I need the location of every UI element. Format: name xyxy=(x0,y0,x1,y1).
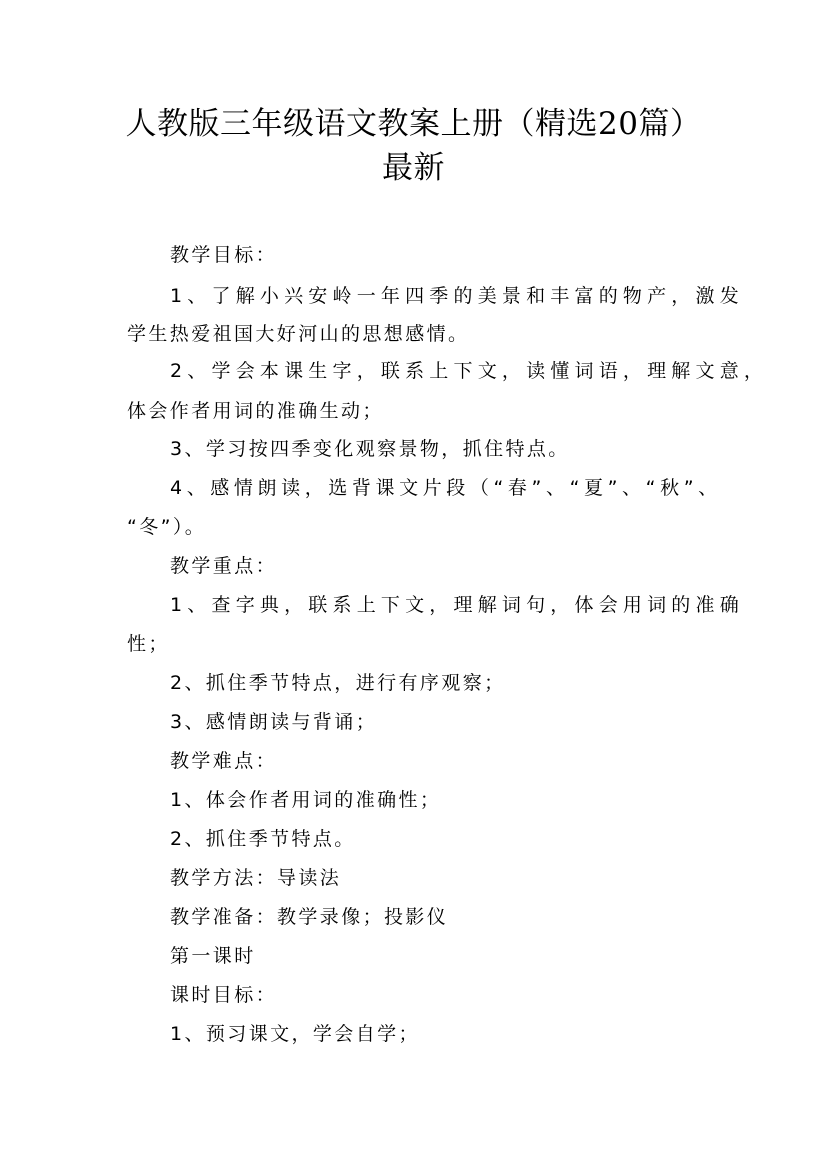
paragraph-line: 2、抓住季节特点，进行有序观察； xyxy=(170,672,506,694)
paragraph-line: 3、感情朗读与背诵； xyxy=(170,711,378,733)
paragraph-line: 1、了解小兴安岭一年四季的美景和丰富的物产，激发 xyxy=(170,285,744,307)
document-title: 人教版三年级语文教案上册（精选20篇） xyxy=(125,106,702,142)
heading-key-points: 教学重点： xyxy=(170,555,278,577)
heading-first-lesson: 第一课时 xyxy=(170,945,256,967)
paragraph-line: 1、查字典，联系上下文，理解词句，体会用词的准确 xyxy=(170,594,744,616)
paragraph-line: 学生热爱祖国大好河山的思想感情。 xyxy=(127,323,470,345)
heading-lesson-goals: 课时目标： xyxy=(170,984,278,1006)
paragraph-line: 性； xyxy=(127,633,170,655)
paragraph-line: 教学方法：导读法 xyxy=(170,867,342,889)
paragraph-line: 4、感情朗读，选背课文片段（“春”、“夏”、“秋”、 xyxy=(170,477,722,499)
paragraph-line: 教学准备：教学录像；投影仪 xyxy=(170,906,449,928)
paragraph-line: 1、体会作者用词的准确性； xyxy=(170,789,442,811)
heading-teaching-goals: 教学目标： xyxy=(170,244,278,266)
paragraph-line: 3、学习按四季变化观察景物，抓住特点。 xyxy=(170,438,570,460)
paragraph-line: 1、预习课文，学会自学； xyxy=(170,1023,420,1045)
document-title-continued: 最新 xyxy=(382,150,445,186)
heading-difficulties: 教学难点： xyxy=(170,750,278,772)
paragraph-line: 2、抓住季节特点。 xyxy=(170,828,356,850)
paragraph-line: “冬”）。 xyxy=(127,516,207,538)
paragraph-line: 体会作者用词的准确生动； xyxy=(127,400,384,422)
paragraph-line: 2、学会本课生字，联系上下文，读懂词语，理解文意， xyxy=(170,360,769,382)
